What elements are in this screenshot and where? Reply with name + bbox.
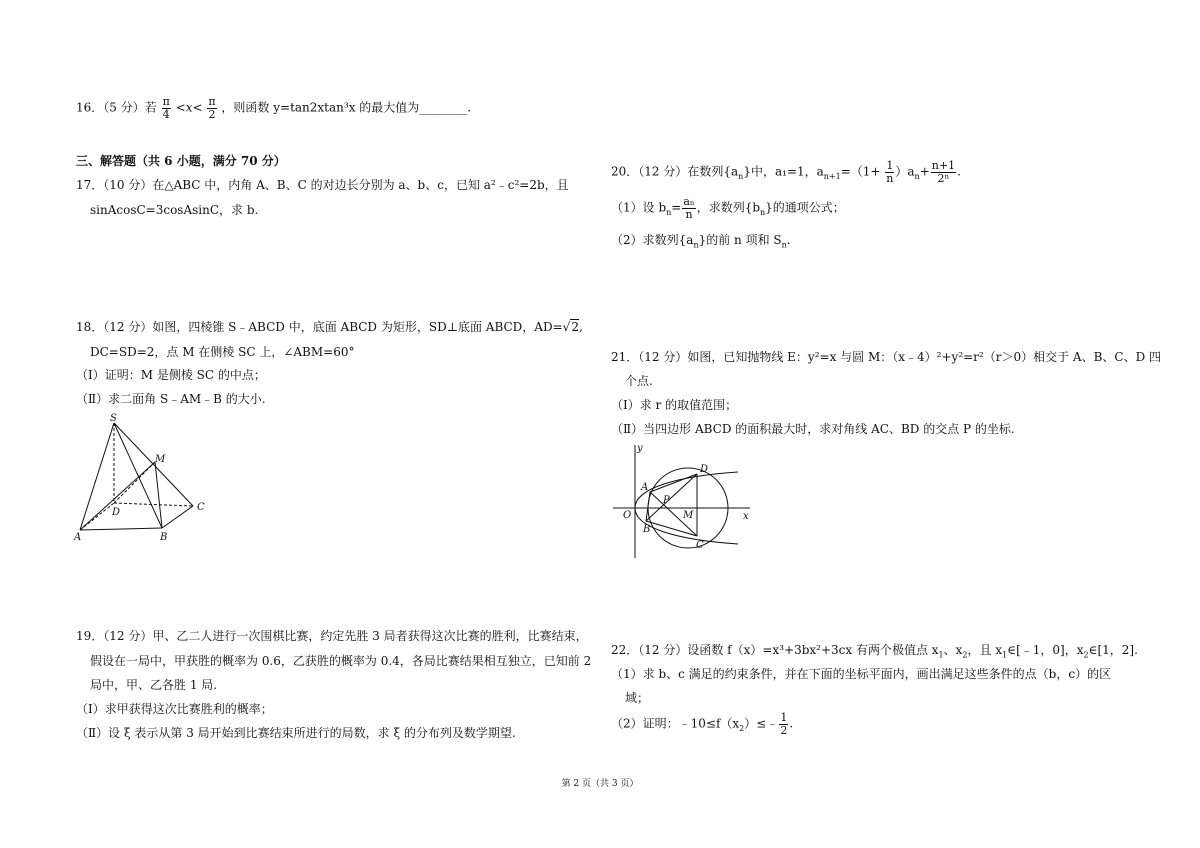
question-19-part2: （Ⅱ）设 ξ 表示从第 3 局开始到比赛结束所进行的局数，求 ξ 的分布列及数学期望. [76, 726, 516, 740]
question-17-line1: 17．（10 分）在△ABC 中，内角 A、B、C 的对边长分别为 a、b、c，已知 a²﹣c²=2b，且 [76, 178, 569, 192]
question-18-line2: DC=SD=2，点 M 在侧棱 SC 上，∠ABM=60° [90, 345, 355, 359]
question-17-line2: sinAcosC=3cosAsinC，求 b. [90, 203, 259, 217]
fraction: $\frac{\pi}{4}$ [162, 95, 170, 121]
question-20-part1: （1）设 $b_n=$ $\frac{\text{aₙ}}{n}$ ，求数列$\{b_n\}$的通项公式； [611, 195, 845, 221]
label-c: C [696, 540, 704, 551]
pyramid-figure [70, 410, 220, 545]
label-b: B [643, 524, 651, 535]
question-22-part2: （2）证明：$﹣10\le f(x_2)\le﹣$ $\frac{1}{2}$ . [611, 711, 794, 737]
question-21-part2: （Ⅱ）当四边形 ABCD 的面积最大时，求对角线 AC、BD 的交点 P 的坐标. [611, 422, 1015, 436]
question-22-line1: 22．（12 分）设函数 f（x）=x³+3bx²+3cx 有两个极值点 $x_1$、$x_2$，且 $x_1\in[﹣1$，0]，$x_2\in[1$，2]. [611, 643, 1138, 660]
question-18-line1: 18．（12 分）如图，四棱锥 S﹣ABCD 中，底面 ABCD 为矩形，SD⊥底面 ABCD，AD=√2, [76, 320, 583, 334]
label-y: y [637, 443, 643, 454]
label-a: A [74, 532, 82, 543]
label-d: D [112, 507, 121, 518]
question-18-part1: （Ⅰ）证明：M 是侧棱 SC 的中点； [76, 368, 266, 382]
label-p: P [663, 495, 670, 506]
question-19-line3: 局中，甲、乙各胜 1 局. [90, 678, 218, 692]
label-s: S [110, 413, 117, 424]
label-x: x [743, 511, 749, 522]
question-22-part1-line2: 域； [625, 691, 650, 705]
question-19-line2: 假设在一局中，甲获胜的概率为 0.6，乙获胜的概率为 0.4，各局比赛结果相互独立，已知前 2 [90, 654, 592, 668]
label-o: O [623, 510, 632, 521]
question-21-part1: （Ⅰ）求 r 的取值范围； [611, 398, 738, 412]
question-19-part1: （Ⅰ）求甲获得这次比赛胜利的概率； [76, 702, 273, 716]
question-21-line2: 个点. [625, 374, 653, 388]
fraction: $\frac{\text{aₙ}}{n}$ [683, 195, 695, 221]
question-18-part2: （Ⅱ）求二面角 S﹣AM﹣B 的大小. [76, 392, 266, 406]
fraction: $\frac{n+1}{\text{2ⁿ}}$ [931, 159, 956, 185]
fraction: $\frac{1}{2}$ [780, 711, 788, 737]
question-22-part1-line1: （1）求 b、c 满足的约束条件，并在下面的坐标平面内，画出满足这些条件的点（b，c）的区 [611, 667, 1112, 681]
fraction: $\frac{1}{n}$ [886, 159, 894, 185]
label-b: B [160, 532, 168, 543]
question-20: 20．（12 分）在数列$\{a_n\}$中，a₁=1，$a_{n+1}=(1+$ $\frac{1}{n}$ ）$a_n+$ $\frac{n+1}{\text{2ⁿ}}$ . [611, 159, 961, 185]
question-16: 16．（5 分）若 $\frac{\pi}{4}$ <x< $\frac{\pi}{2}$ ，则函数 y=tan2xtan³x 的最大值为________. [76, 95, 472, 121]
label-d: D [700, 464, 709, 475]
section-heading: 三、解答题（共 6 小题，满分 70 分） [76, 154, 286, 168]
label-c: C [197, 502, 205, 513]
question-20-part2: （2）求数列$\{a_n\}$的前 n 项和 $S_n$. [611, 233, 791, 250]
label-m: M [155, 454, 166, 465]
label-m: M [683, 510, 694, 521]
fraction: $\frac{\pi}{2}$ [208, 95, 216, 121]
parabola-circle-figure [608, 440, 768, 562]
question-21-line1: 21．（12 分）如图，已知抛物线 E：y²=x 与圆 M：（x﹣4）²+y²=r²（r＞0）相交于 A、B、C、D 四 [611, 350, 1162, 364]
label-a: A [641, 482, 649, 493]
page-footer: 第 2 页（共 3 页） [561, 779, 639, 789]
question-19-line1: 19．（12 分）甲、乙二人进行一次围棋比赛，约定先胜 3 局者获得这次比赛的胜利，比赛结束， [76, 629, 588, 643]
